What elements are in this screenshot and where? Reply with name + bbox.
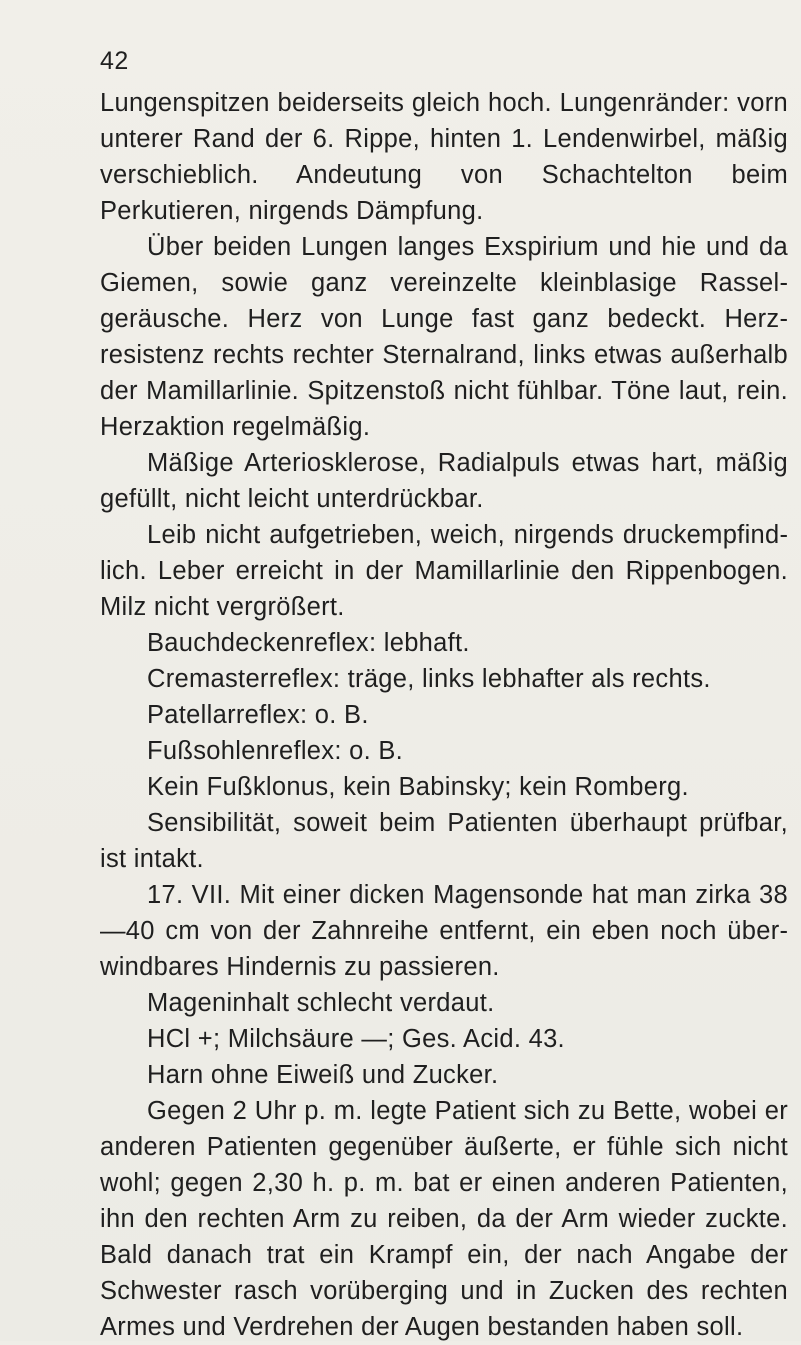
paragraph-arteriosclerosis: Mäßige Arteriosklerose, Radialpuls etwas hart, mäßig gefüllt, nicht leicht unterdrückbar.: [100, 449, 788, 513]
paragraph-gastric-tube: 17. VII. Mit einer dicken Magensonde hat man zirka 38—40 cm von der Zahnreihe entfernt, ein eben noch überwindbares Hindernis zu passieren.: [100, 881, 788, 981]
paragraph-lungs: Lungenspitzen beiderseits gleich hoch. Lungenränder: vorn unterer Rand der 6. Rippe, hinten 1. Lendenwirbel, mäßig verschieblich. Andeutung von Schachtelton beim Perkutieren, nirgends Dämpfung.: [100, 89, 788, 225]
body-text: [100, 85, 788, 1345]
paragraph-cremaster-reflex: Cremasterreflex: träge, links lebhafter als rechts.: [147, 665, 711, 693]
paragraph-sensibility: Sensibilität, soweit beim Patienten überhaupt prüfbar, ist intakt.: [100, 809, 788, 873]
paragraph-patellar-reflex: Patellarreflex: o. B.: [147, 701, 369, 729]
paragraph-gastric-content: Mageninhalt schlecht verdaut.: [147, 989, 495, 1017]
paragraph-auscultation: Über beiden Lungen langes Exspirium und hie und da Giemen, sowie ganz vereinzelte kleinblasige Rasselgeräusche. Herz von Lunge fast ganz bedeckt. Herzresistenz rechts rechter Sternalrand, links etwas außerhalb der Mamillarlinie. Spitzenstoß nicht fühlbar. Töne laut, rein. Herzaktion regelmäßig.: [100, 233, 788, 441]
paragraph-abdomen: Leib nicht aufgetrieben, weich, nirgends druckempfindlich. Leber erreicht in der Mamillarlinie den Rippenbogen. Milz nicht vergrößert.: [100, 521, 788, 621]
paragraph-urine: Harn ohne Eiweiß und Zucker.: [147, 1061, 499, 1089]
paragraph-abdominal-reflex: Bauchdeckenreflex: lebhaft.: [147, 629, 470, 657]
paragraph-acid-values: HCl +; Milchsäure —; Ges. Acid. 43.: [147, 1025, 565, 1053]
paragraph-seizure-report: Gegen 2 Uhr p. m. legte Patient sich zu Bette, wobei er anderen Patienten gegenüber äußerte, er fühle sich nicht wohl; gegen 2,30 h. p. m. bat er einen anderen Patienten, ihn den rechten Arm zu reiben, da der Arm wieder zuckte. Bald danach trat ein Krampf ein, der nach Angabe der Schwester rasch vorüberging und in Zucken des rechten Armes und Verdrehen der Augen bestanden haben soll.: [100, 1097, 788, 1341]
page-number: 42: [100, 47, 129, 75]
paragraph-clonus: Kein Fußklonus, kein Babinsky; kein Romberg.: [147, 773, 689, 801]
paragraph-plantar-reflex: Fußsohlenreflex: o. B.: [147, 737, 404, 765]
